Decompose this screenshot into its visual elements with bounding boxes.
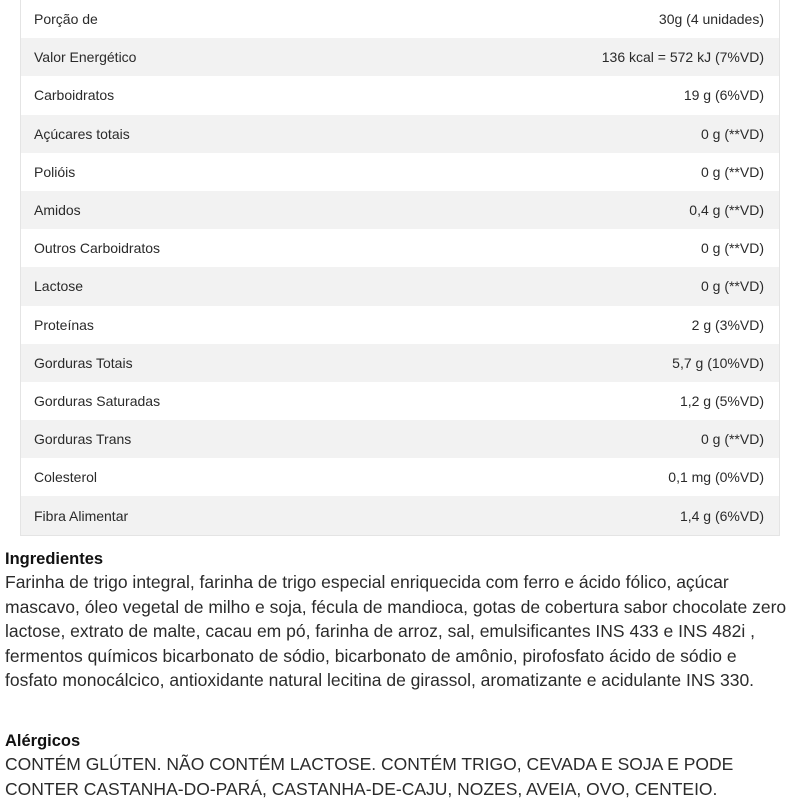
nutrient-value: 0,1 mg (0%VD) (668, 469, 764, 486)
nutrition-row (21, 306, 779, 344)
nutrition-row (21, 153, 779, 191)
nutrient-value: 2 g (3%VD) (691, 316, 764, 333)
nutrition-row (21, 0, 779, 38)
nutrient-label: Gorduras Trans (34, 431, 132, 448)
nutrient-value: 136 kcal = 572 kJ (7%VD) (601, 49, 764, 66)
nutrition-row (21, 115, 779, 153)
nutrient-label: Valor Energético (34, 49, 137, 66)
nutrient-label: Proteínas (34, 316, 94, 333)
nutrient-label: Lactose (34, 278, 84, 295)
nutrition-row (21, 344, 779, 382)
nutrition-row (21, 191, 779, 229)
nutrition-row (21, 420, 779, 458)
nutrient-label: Carboidratos (34, 87, 115, 104)
nutrient-value: 0 g (**VD) (700, 278, 764, 295)
nutrient-label: Colesterol (34, 469, 98, 486)
nutrient-label: Gorduras Totais (34, 354, 133, 371)
nutrient-value: 1,2 g (5%VD) (679, 392, 764, 409)
nutrient-value: 0 g (**VD) (700, 125, 764, 142)
ingredients-heading: Ingredientes (5, 550, 104, 568)
nutrient-label: Açúcares totais (34, 125, 130, 142)
nutrition-row (21, 229, 779, 267)
nutrient-value: 30g (4 unidades) (658, 11, 764, 28)
nutrient-value: 5,7 g (10%VD) (672, 354, 764, 371)
nutrient-value: 0 g (**VD) (700, 431, 764, 448)
nutrient-value: 0 g (**VD) (700, 163, 764, 180)
allergens-section (5, 730, 790, 801)
nutrient-value: 19 g (6%VD) (683, 87, 764, 104)
allergens-text: CONTÉM GLÚTEN. NÃO CONTÉM LACTOSE. CONTÉM TRIGO, CEVADA E SOJA E PODE CONTER CASTANHA-DO-PARÁ, CASTANHA-DE-CAJU, NOZES, AVEIA, OVO, CENTEIO. (5, 754, 734, 799)
ingredients-text: Farinha de trigo integral, farinha de trigo especial enriquecida com ferro e ácido fólico, açúcar mascavo, óleo vegetal de milho e soja, fécula de mandioca, gotas de cobertura sabor chocolate zero lactose, extrato de malte, cacau em pó, farinha de arroz, sal, emulsificantes INS 433 e INS 482i , fermentos químicos bicarbonato de sódio, bicarbonato de amônio, pirofosfato ácido de sódio e fosfato monocálcico, antioxidante natural lecitina de girassol, aromatizante e acidulante INS 330. (5, 572, 787, 690)
nutrition-row (21, 458, 779, 496)
nutrient-label: Gorduras Saturadas (34, 392, 161, 409)
nutrition-row (21, 496, 779, 534)
nutrient-label: Polióis (34, 163, 76, 180)
nutrient-value: 0 g (**VD) (700, 240, 764, 257)
nutrition-row (21, 38, 779, 76)
nutrient-value: 1,4 g (6%VD) (679, 507, 764, 524)
nutrient-value: 0,4 g (**VD) (689, 202, 764, 219)
nutrition-row (21, 382, 779, 420)
nutrition-row (21, 267, 779, 305)
nutrition-table (20, 0, 780, 536)
allergens-heading: Alérgicos (5, 732, 81, 750)
nutrient-label: Amidos (34, 202, 81, 219)
nutrient-label: Porção de (34, 11, 98, 28)
nutrient-label: Fibra Alimentar (34, 507, 129, 524)
ingredients-section (5, 548, 790, 693)
nutrition-row (21, 76, 779, 114)
nutrient-label: Outros Carboidratos (34, 240, 161, 257)
